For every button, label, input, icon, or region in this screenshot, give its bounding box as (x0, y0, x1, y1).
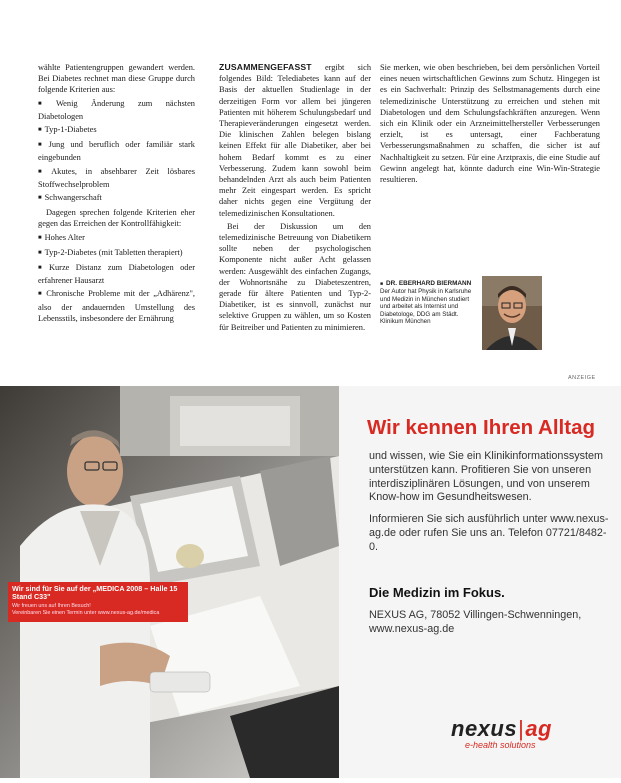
author-info (380, 280, 480, 325)
article-column-1 (38, 62, 195, 326)
bullet-item: ■ Jung und beruflich oder familiär stark eingebunden (38, 139, 195, 163)
ad-headline: Wir kennen Ihren Alltag (367, 416, 596, 439)
advertisement-label: ANZEIGE (568, 375, 596, 381)
ad-body (369, 450, 615, 563)
article-column-2 (219, 62, 371, 335)
bullet-item: ■ Typ-2-Diabetes (mit Tabletten therapiert) (38, 247, 195, 260)
ad-contact-address: NEXUS AG, 78052 Villingen-Schwenningen, (369, 609, 582, 621)
logo-wordmark (451, 716, 621, 742)
ad-slogan: Die Medizin im Fokus. (369, 585, 505, 600)
section-lead: ZUSAMMENGEFASST (219, 62, 312, 72)
medica-subtitle: Wir freuen uns auf Ihren Besuch! (12, 602, 91, 609)
article-column-3 (380, 62, 600, 187)
bullet-item: ■ Chronische Probleme mit der „Adhärenz", also der andauernden Umstellung des Lebensstils, insbesondere der Ernährung (38, 288, 195, 324)
article-paragraph: Bei der Diskussion um den telemedizinische Betreuung von Diabetikern sollte neben der psychologischen Komponente nicht außer Acht gelassen werden: Ausgewählt des einfachen Zugangs, der Wohnortsnähe zu Diabeteszentren, gerade für ältere Patienten und Typ-2-Diabetiker, ist es sinnvoll, zunächst nur selektive Gruppen zu wählen, um so Kosten für Beitreiber und Patienten zu minimieren. (219, 221, 371, 332)
author-photo (482, 276, 542, 350)
ad-contact (369, 609, 615, 637)
bullet-item: ■ Typ-1-Diabetes (38, 124, 195, 137)
author-box (380, 276, 605, 354)
logo-ag: ag (525, 716, 552, 741)
article-paragraph: Dagegen sprechen folgende Kriterien eher gegen das Erreichen der Kontrollfähigkeit: (38, 208, 195, 229)
ad-photo (0, 386, 339, 778)
ad-text-panel (339, 386, 621, 778)
medica-subtitle-2: Vereinbaren Sie einen Termin unter www.nexus-ag.de/medica (12, 610, 160, 617)
author-name: ■ DR. EBERHARD BIERMANN (380, 280, 480, 288)
medica-title: Wir sind für Sie auf der „MEDICA 2008 – Halle 15 Stand C33" (12, 584, 178, 602)
ad-body-paragraph: und wissen, wie Sie ein Klinikinformationssystem unterstützen kann. Profitieren Sie von unseren interdisziplinären Lösungen, und von unserem Know-how im Gesundheitswesen. (369, 450, 604, 504)
advertisement (0, 386, 621, 778)
bullet-item: ■ Hohes Alter (38, 232, 195, 245)
ad-body-paragraph: Informieren Sie sich ausführlich unter www.nexus-ag.de oder rufen Sie uns an. Telefon 07721/8482-0. (369, 513, 609, 553)
bullet-item: ■ Akutes, in absehbarer Zeit lösbares Stoffwechselproblem (38, 166, 195, 190)
medica-banner (8, 582, 188, 622)
ad-contact-url[interactable]: www.nexus-ag.de (369, 622, 455, 635)
article-paragraph (219, 62, 371, 219)
nexus-logo (451, 716, 621, 750)
bullet-item: ■ Schwangerschaft (38, 192, 195, 205)
article-paragraph: wählte Patientengruppen gewandert werden. Bei Diabetes rechnet man diese Gruppe durch folgende Kriterien aus: (38, 63, 195, 95)
author-bio: Der Autor hat Physik in Karlsruhe und Medizin in München studiert und arbeitet als Internist und Diabetologe, DDG am Städt. Klinikum München (380, 288, 472, 326)
logo-tagline: e-health solutions (465, 740, 536, 750)
author-portrait-image (482, 276, 542, 350)
article-paragraph: Sie merken, wie oben beschrieben, bei dem persönlichen Vorteil eines neuen wirtschaftlichen Gewinns zum Schutz. Hingegen ist es ein Sachverhalt: Prinzip des Selbstmanagements durch eine telemedizinische Unterstützung zu erreichen und stehen mit Diabetologen und dem Schulungsfachkräften anzuregen. Wenn sich ein Klinik oder ein Arzneimittelhersteller Verbesserungen erzielt, ist es untersagt, einer Fachberatung Verbesserungsmaßnahmen zu schaffen, die sicher ist auf Nachhaltigkeit zu setzen. Für eine Arztpraxis, die eine Studie auf Gewinn angelegt hat, könnte dadurch eine Win-Win-Strategie resultieren. (380, 63, 600, 185)
paragraph-text: ergibt sich folgendes Bild: Telediabetes kann auf der Basis der aktuellen Studienlage in der derzeitigen Form vor allem bei jüngeren Patienten mit höherem Schulungsbedarf und Therapieveränderungen eingesetzt werden. Die klinischen Zahlen belegen bislang keinen Effekt für alle Diabetiker, aber bei hohem Bedarf kommt es zu einer Verbesserung. Zudem kann sowohl beim behandelnden Arzt als auch beim Patienten mehr Zeit eingespart werden. Es spricht daher nichts gegen eine Vergütung der telemedizinischen Konsultationen. (219, 63, 372, 218)
bullet-item: ■ Wenig Änderung zum nächsten Diabetologen (38, 98, 195, 122)
logo-nexus: nexus (451, 716, 518, 741)
logo-separator: | (518, 716, 525, 741)
bullet-item: ■ Kurze Distanz zum Diabetologen oder erfahrener Hausarzt (38, 262, 195, 286)
